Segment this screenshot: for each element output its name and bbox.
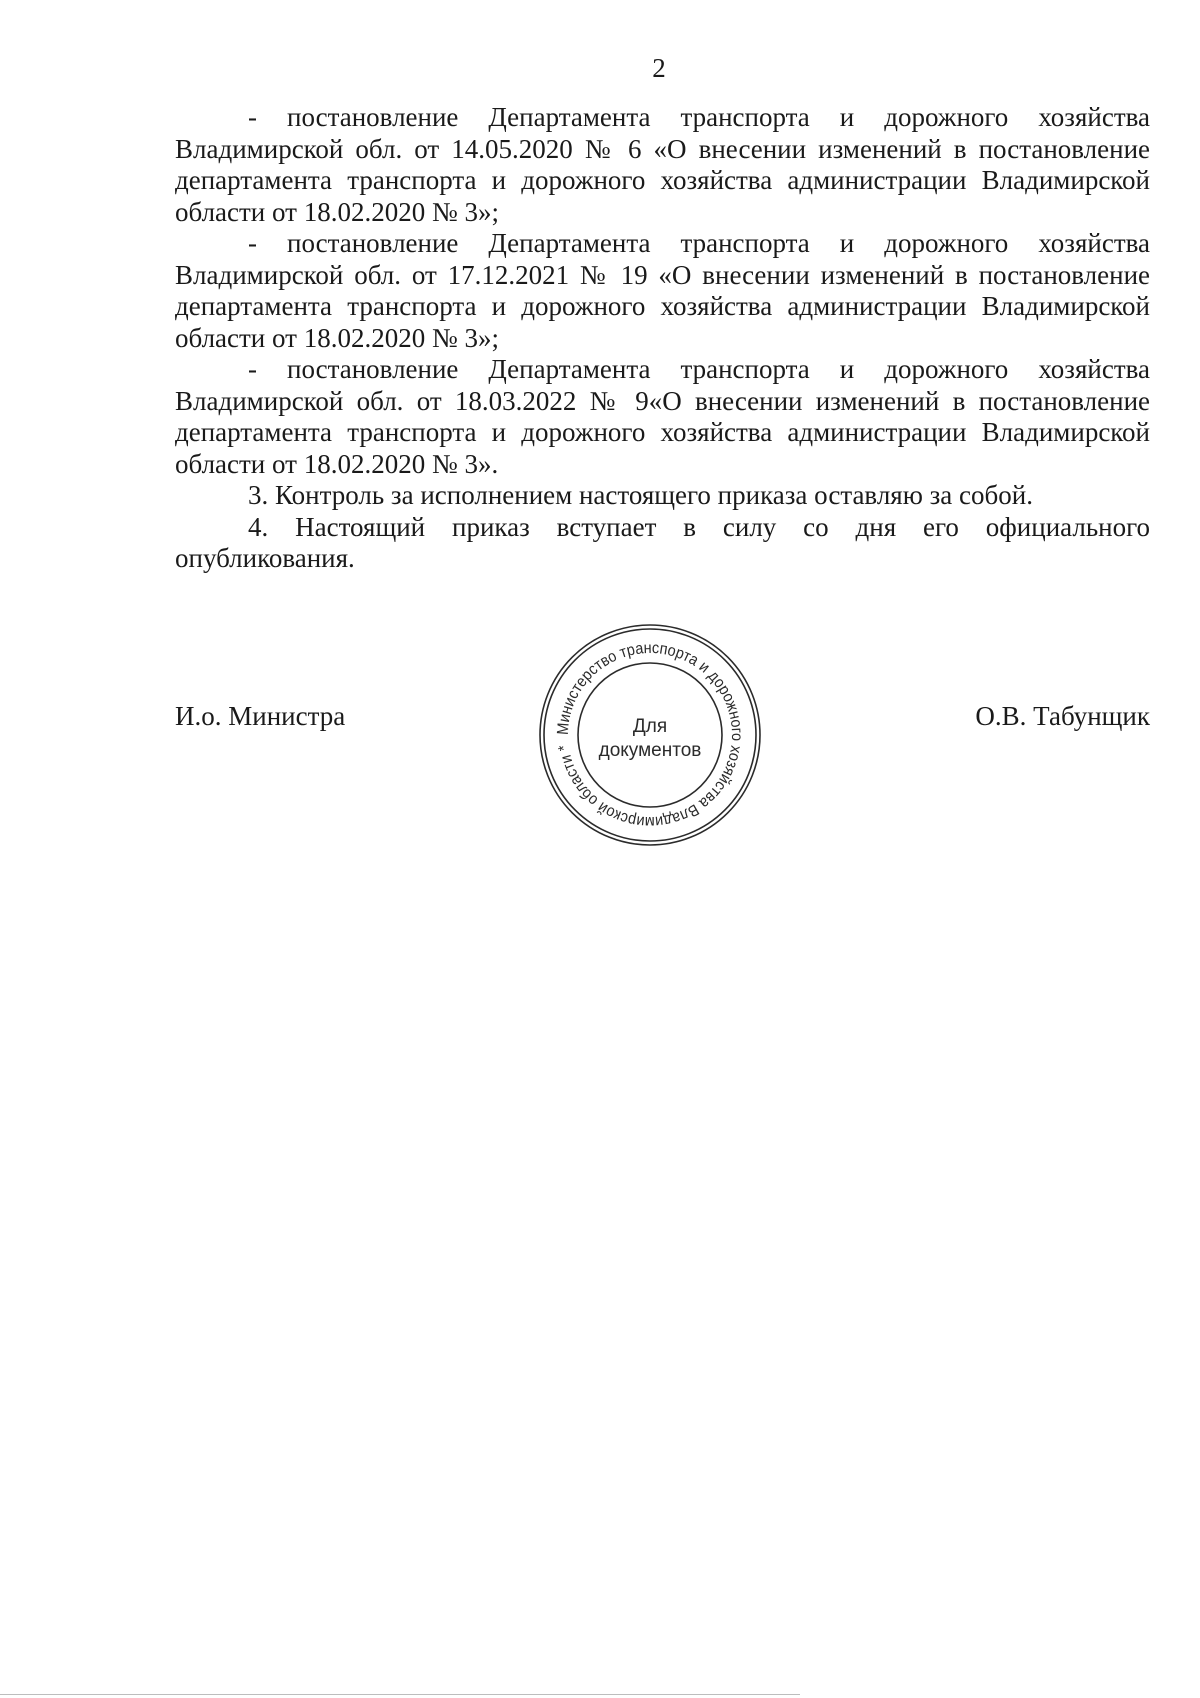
paragraph-amendment-2: - постановление Департамента транспорта и дорожного хозяйства Владимирской обл. от 17.12.2021 № 19 «О внесении изменений в постановление департамента транспорта и дорожного хозяйства администрации Владимирской области от 18.02.2020 № 3»; xyxy=(175,228,1150,353)
stamp-center-line-2: документов xyxy=(598,740,702,761)
stamp-center-line-1: Для xyxy=(632,716,668,737)
paragraph-amendment-1: - постановление Департамента транспорта и дорожного хозяйства Владимирской обл. от 14.05.2020 № 6 «О внесении изменений в постановление департамента транспорта и дорожного хозяйства администрации Владимирской области от 18.02.2020 № 3»; xyxy=(175,102,1150,227)
page-number: 2 xyxy=(652,53,666,83)
paragraph-control-clause: 3. Контроль за исполнением настоящего приказа оставляю за собой. xyxy=(248,480,1033,510)
stamp-ring-text: Министерство транспорта и дорожного хозяйства Владимирской области * xyxy=(554,639,746,831)
document-body xyxy=(175,102,1150,575)
scan-edge-line xyxy=(0,1694,800,1695)
signatory-name: О.В. Табунщик xyxy=(975,701,1150,731)
signatory-position: И.о. Министра xyxy=(175,701,346,731)
paragraph-amendment-3: - постановление Департамента транспорта и дорожного хозяйства Владимирской обл. от 18.03.2022 № 9«О внесении изменений в постановление департамента транспорта и дорожного хозяйства администрации Владимирской области от 18.02.2020 № 3». xyxy=(175,354,1150,479)
official-stamp xyxy=(535,620,765,850)
paragraph-effective-date: 4. Настоящий приказ вступает в силу со дня его официального опубликования. xyxy=(175,511,1150,573)
stamp-seal-icon xyxy=(535,620,765,850)
